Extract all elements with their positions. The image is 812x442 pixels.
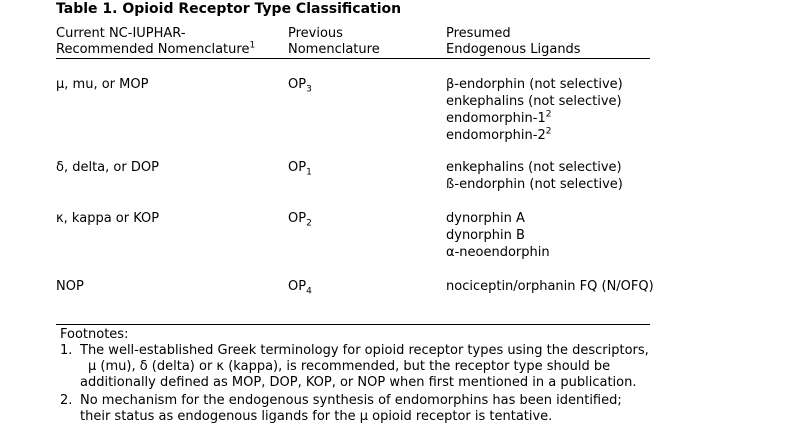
ligand: ß-endorphin (not selective) xyxy=(446,177,623,192)
row-mu-current: μ, mu, or MOP xyxy=(56,77,149,92)
footnotes-divider xyxy=(56,324,650,325)
ligand: enkephalins (not selective) xyxy=(446,160,622,175)
footnote-2: 2. No mechanism for the endogenous synthesis of endomorphins has been identified; their status as endogenous ligands for the μ opioid receptor is tentative. xyxy=(60,393,622,424)
row-kappa-ligands xyxy=(446,210,550,261)
ligand: dynorphin B xyxy=(446,228,525,243)
header-previous-nomenclature: Previous Nomenclature xyxy=(288,26,380,57)
row-delta-ligands xyxy=(446,159,623,193)
header-current-nomenclature: Current NC-IUPHAR- Recommended Nomenclature$^1$ xyxy=(56,26,256,57)
ligand: α-neoendorphin xyxy=(446,245,550,260)
row-delta-current: δ, delta, or DOP xyxy=(56,160,159,175)
row-nop-previous: $OP_4$ xyxy=(288,279,312,297)
header-divider xyxy=(56,58,650,59)
footnote-1: 1. The well-established Greek terminology for opioid receptor types using the descriptors, μ (mu), δ (delta) or κ (kappa), is recommended, but the receptor type should be additionally defined as MOP, DOP, KOP, or NOP when first mentioned in a publication. xyxy=(60,343,649,390)
footnote-ref: 1 xyxy=(249,40,256,51)
ligand: enkephalins (not selective) xyxy=(446,94,622,109)
footnotes-label: Footnotes: xyxy=(60,327,129,342)
row-kappa-previous: $OP_2$ xyxy=(288,211,312,229)
row-nop-ligands xyxy=(446,278,654,295)
row-nop-current: NOP xyxy=(56,279,84,294)
table-title: Table 1. Opioid Receptor Type Classification xyxy=(56,1,402,17)
ligand: endomorphin-$1^2$ xyxy=(446,109,552,126)
row-delta-previous: $OP_1$ xyxy=(288,160,312,178)
ligand: nociceptin/orphanin FQ (N/OFQ) xyxy=(446,279,654,294)
ligand: endomorphin-$2^2$ xyxy=(446,126,552,143)
ligand: dynorphin A xyxy=(446,211,525,226)
row-mu-previous: $OP_3$ xyxy=(288,77,312,95)
ligand: β-endorphin (not selective) xyxy=(446,77,623,92)
row-mu-ligands xyxy=(446,76,623,144)
header-endogenous-ligands: Presumed Endogenous Ligands xyxy=(446,26,581,57)
row-kappa-current: κ, kappa or KOP xyxy=(56,211,160,226)
